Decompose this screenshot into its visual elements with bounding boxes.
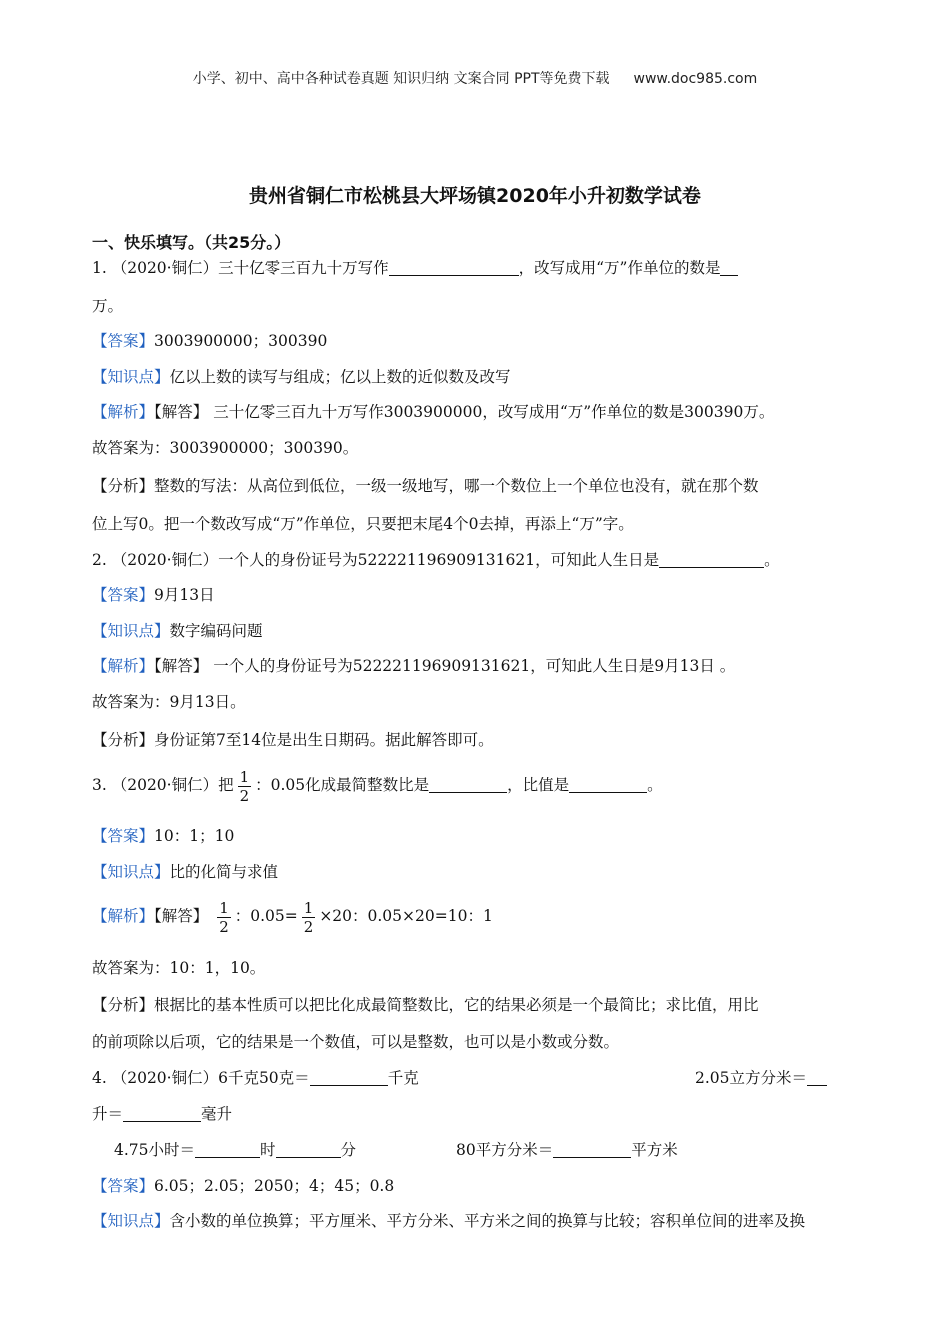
q1-analysis-2: 位上写0。把一个数改写成“万”作单位，只要把末尾4个0去掉，再添上“万”字。 bbox=[92, 515, 634, 533]
q2-conclusion: 故答案为：9月13日。 bbox=[92, 693, 246, 711]
q1-blank-1[interactable] bbox=[389, 259, 519, 276]
section-heading: 一、快乐填写。（共25分。） bbox=[92, 233, 291, 252]
q4-stem-2: 2.05立方分米＝ bbox=[695, 1068, 827, 1088]
q3-stem: 3. （2020·铜仁）把 $\frac{1}{2}$ ：0.05化成最简整数比是 ，比值是 。 bbox=[92, 767, 663, 805]
q4-stem-3: 升＝ 毫升 bbox=[92, 1105, 233, 1123]
q2-knowledge: 【知识点】数字编码问题 bbox=[92, 622, 263, 640]
q3-knowledge: 【知识点】比的化简与求值 bbox=[92, 863, 279, 881]
page-header bbox=[0, 68, 950, 88]
q4-blank-3[interactable] bbox=[123, 1105, 201, 1122]
q2-answer: 【答案】9月13日 bbox=[92, 586, 215, 604]
q1-stem-cont: 万。 bbox=[92, 297, 124, 315]
q2-blank[interactable] bbox=[659, 551, 764, 568]
q4-blank-5[interactable] bbox=[276, 1141, 341, 1158]
q4-answer: 【答案】6.05；2.05；2050；4；45；0.8 bbox=[92, 1177, 395, 1195]
q3-analysis-1: 【分析】根据比的基本性质可以把比化成最简整数比，它的结果必须是一个最简比；求比值，用比 bbox=[92, 996, 759, 1014]
q4-blank-1[interactable] bbox=[310, 1069, 388, 1086]
q1-answer: 【答案】3003900000；300390 bbox=[92, 332, 328, 350]
q4-blank-4[interactable] bbox=[195, 1141, 260, 1158]
header-site[interactable]: www.doc985.com bbox=[633, 71, 758, 87]
q2-analysis: 【分析】身份证第7至14位是出生日期码。据此解答即可。 bbox=[92, 731, 494, 749]
q1-blank-2[interactable] bbox=[720, 259, 738, 276]
q1-conclusion: 故答案为：3003900000；300390。 bbox=[92, 439, 359, 457]
q4-stem-5: 80平方分米＝ 平方米 bbox=[456, 1141, 678, 1159]
header-text: 小学、初中、高中各种试卷真题 知识归纳 文案合同 PPT等免费下载 bbox=[192, 71, 610, 87]
q1-analysis-1: 【分析】整数的写法：从高位到低位，一级一级地写，哪一个数位上一个单位也没有，就在那个数 bbox=[92, 477, 759, 495]
q4-stem-1: 4. （2020·铜仁）6千克50克＝ 千克 bbox=[92, 1069, 419, 1087]
q3-blank-1[interactable] bbox=[429, 776, 507, 793]
q2-stem: 2. （2020·铜仁）一个人的身份证号为522221196909131621，可知此人生日是 。 bbox=[92, 551, 780, 569]
q1-stem: 1. （2020·铜仁）三十亿零三百九十万写作 ，改写成用“万”作单位的数是 bbox=[92, 258, 738, 278]
q1-knowledge: 【知识点】亿以上数的读写与组成；亿以上数的近似数及改写 bbox=[92, 368, 511, 386]
q3-answer: 【答案】10：1；10 bbox=[92, 827, 235, 845]
q4-blank-6[interactable] bbox=[553, 1141, 631, 1158]
q3-solution: 【解析】【解答】 $\frac{1}{2}$ ：0.05= $\frac{1}{2}$ ×20：0.05×20=10：1 bbox=[92, 898, 493, 936]
q3-blank-2[interactable] bbox=[569, 776, 647, 793]
q1-solution: 【解析】【解答】 三十亿零三百九十万写作3003900000，改写成用“万”作单位的数是300390万。 bbox=[92, 403, 775, 421]
q2-solution: 【解析】【解答】 一个人的身份证号为522221196909131621，可知此人生日是9月13日 。 bbox=[92, 657, 736, 675]
q4-knowledge: 【知识点】含小数的单位换算；平方厘米、平方分米、平方米之间的换算与比较；容积单位间的进率及换 bbox=[92, 1212, 806, 1230]
page-title: 贵州省铜仁市松桃县大坪场镇2020年小升初数学试卷 bbox=[249, 185, 701, 207]
q3-conclusion: 故答案为：10：1，10。 bbox=[92, 959, 266, 977]
q4-blank-2[interactable] bbox=[807, 1069, 827, 1086]
q4-stem-4: 4.75小时＝ 时 分 bbox=[114, 1141, 357, 1159]
q3-fraction: $\frac{1}{2}$ bbox=[239, 767, 250, 805]
q3-analysis-2: 的前项除以后项，它的结果是一个数值，可以是整数，也可以是小数或分数。 bbox=[92, 1033, 620, 1051]
